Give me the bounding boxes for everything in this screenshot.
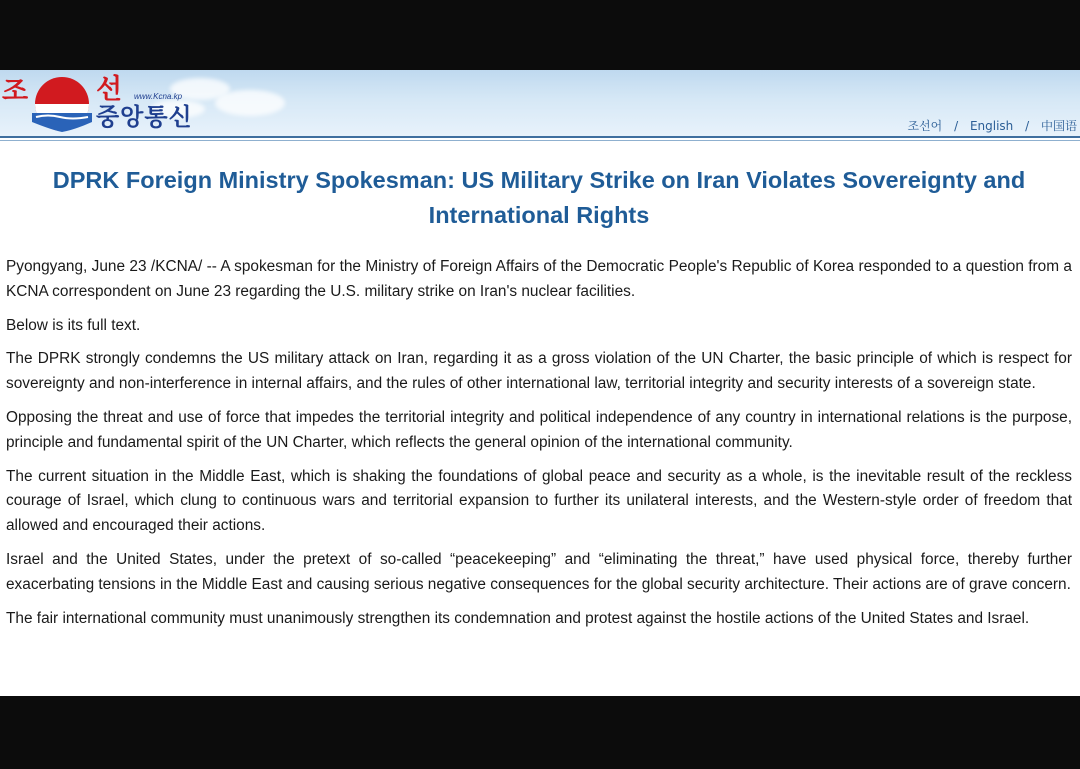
- article-paragraph: Opposing the threat and use of force that impedes the territorial integrity and political independence of any country in international relations is the purpose, principle and fundamental spirit of the UN Charter, which reflects the general opinion of the international community.: [6, 408, 1072, 451]
- article-body: [6, 255, 1072, 631]
- article-paragraph: Pyongyang, June 23 /KCNA/ -- A spokesman for the Ministry of Foreign Affairs of the Democratic People's Republic of Korea responded to a question from a KCNA correspondent on June 23 regarding the U.S. military strike on Iran's nuclear facilities.: [6, 258, 1072, 300]
- kcna-logo[interactable]: [0, 70, 240, 136]
- language-link-english[interactable]: English: [969, 119, 1014, 133]
- article-paragraph: The fair international community must unanimously strengthen its condemnation and protest against the hostile actions of the United States and Israel.: [6, 609, 1030, 627]
- language-nav: [907, 117, 1077, 134]
- header-divider: [0, 140, 1080, 141]
- header-divider: [0, 136, 1080, 138]
- site-header: [0, 70, 1080, 136]
- logo-site-url: www.Kcna.kp: [134, 92, 183, 101]
- language-separator: /: [1025, 119, 1030, 133]
- article-paragraph: Israel and the United States, under the pretext of so-called “peacekeeping” and “eliminating the threat,” have used physical force, thereby further exacerbating tensions in the Middle East and causing serious negative consequences for the global security architecture. Their actions are of grave concern.: [6, 550, 1072, 593]
- article-paragraph: The current situation in the Middle East, which is shaking the foundations of global peace and security as a whole, is the inevitable result of the reckless courage of Israel, which clung to continuous wars and territorial expansion to further its unilateral interests, and the Western-style order of freedom that allowed and encouraged their actions.: [6, 467, 1072, 535]
- browser-viewport: [0, 70, 1080, 696]
- language-separator: /: [954, 119, 959, 133]
- article: [0, 163, 1080, 631]
- language-link-chinese[interactable]: 中国语: [1040, 119, 1077, 133]
- language-link-korean[interactable]: 조선어: [907, 119, 943, 133]
- article-title: DPRK Foreign Ministry Spokesman: US Military Strike on Iran Violates Sovereignty and International Rights: [52, 167, 1026, 228]
- article-paragraph: The DPRK strongly condemns the US military attack on Iran, regarding it as a gross violation of the UN Charter, the basic principle of which is respect for sovereignty and non-interference in internal affairs, and the rules of other international law, territorial integrity and security interests of a sovereign state.: [6, 350, 1072, 393]
- logo-korean-top-left: 조: [2, 76, 29, 107]
- article-paragraph: Below is its full text.: [6, 316, 141, 334]
- logo-korean-top-right: 선: [96, 74, 123, 105]
- logo-korean-bottom: 중앙통신: [96, 103, 193, 131]
